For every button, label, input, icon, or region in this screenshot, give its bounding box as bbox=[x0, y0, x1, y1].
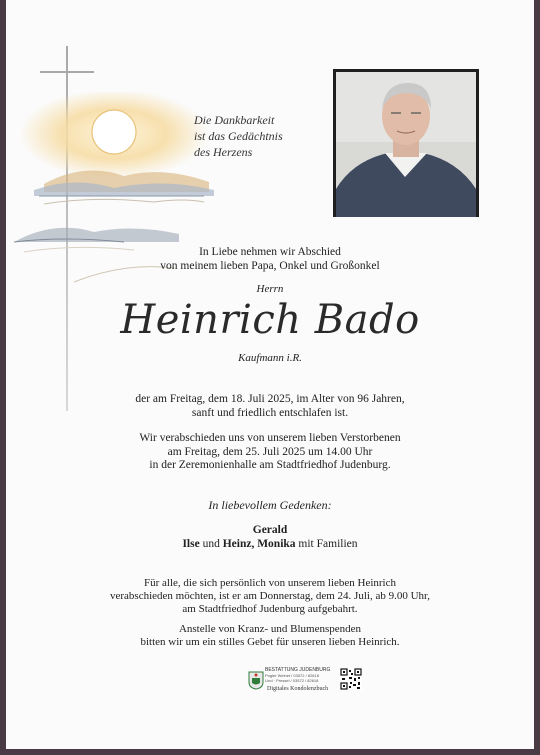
family-line-2 bbox=[0, 537, 540, 551]
funeral-home-details bbox=[265, 668, 330, 683]
viewing-line: am Stadtfriedhof Judenburg aufgebahrt. bbox=[182, 603, 358, 615]
farewell-line: am Freitag, dem 25. Juli 2025 um 14.00 Uhr bbox=[167, 445, 373, 458]
funeral-home-contact: Lind · Pressel / 03572 / 82618 bbox=[265, 678, 319, 683]
viewing-line: verabschieden möchten, ist er am Donnerstag, dem 24. Juli, ab 9.00 Uhr, bbox=[109, 590, 430, 602]
portrait-image bbox=[333, 69, 479, 217]
viewing-paragraph bbox=[0, 577, 540, 616]
digital-condolence-link[interactable]: Digitales Kondolenzbuch bbox=[267, 686, 329, 692]
cross-horizontal-beam bbox=[40, 71, 94, 73]
quote-line: des Herzens bbox=[194, 145, 253, 159]
intro-line: In Liebe nehmen wir Abschied bbox=[199, 246, 341, 258]
portrait-photo bbox=[333, 69, 479, 217]
occupation: Kaufmann i.R. bbox=[238, 352, 302, 364]
quote-line: ist das Gedächtnis bbox=[194, 129, 283, 143]
funeral-home-contact: Pogier Weinet / 03572 / 82618 bbox=[265, 673, 319, 678]
quote-line: Die Dankbarkeit bbox=[194, 113, 275, 127]
family-name-ilse: Ilse bbox=[182, 538, 200, 550]
city-crest-logo-icon bbox=[248, 670, 264, 690]
family-suffix: mit Familien bbox=[295, 538, 358, 550]
death-notice-paragraph bbox=[0, 393, 540, 420]
donation-line: Anstelle von Kranz- und Blumenspenden bbox=[178, 623, 362, 635]
death-notice-line: der am Freitag, dem 18. Juli 2025, im Alter von 96 Jahren, bbox=[135, 393, 405, 405]
family-connector: und bbox=[199, 538, 223, 550]
frame-bottom-border bbox=[0, 749, 540, 755]
funeral-home-footer bbox=[248, 668, 364, 694]
memory-heading: In liebevollem Gedenken: bbox=[208, 498, 332, 512]
intro-line: von meinem lieben Papa, Onkel und Großonkel bbox=[160, 260, 380, 272]
family-name-heinz-monika: Heinz, Monika bbox=[222, 538, 296, 550]
family-name-gerald: Gerald bbox=[252, 524, 288, 536]
intro-text bbox=[0, 245, 540, 273]
salutation: Herrn bbox=[256, 283, 284, 295]
family-block bbox=[0, 523, 540, 551]
deceased-name: Heinrich Bado bbox=[120, 297, 420, 343]
donation-paragraph bbox=[0, 623, 540, 649]
farewell-paragraph bbox=[0, 432, 540, 473]
quote-block bbox=[194, 112, 283, 160]
viewing-line: Für alle, die sich persönlich von unserem lieben Heinrich bbox=[143, 577, 396, 589]
funeral-home-name: BESTATTUNG JUDENBURG bbox=[265, 667, 331, 673]
qr-code-icon[interactable] bbox=[340, 668, 362, 690]
death-notice-line: sanft und friedlich entschlafen ist. bbox=[191, 406, 349, 419]
farewell-line: Wir verabschieden uns von unserem lieben Verstorbenen bbox=[139, 432, 401, 444]
farewell-line: in der Zeremonienhalle am Stadtfriedhof Judenburg. bbox=[149, 459, 391, 471]
donation-line: bitten wir um ein stilles Gebet für unseren lieben Heinrich. bbox=[140, 636, 400, 648]
